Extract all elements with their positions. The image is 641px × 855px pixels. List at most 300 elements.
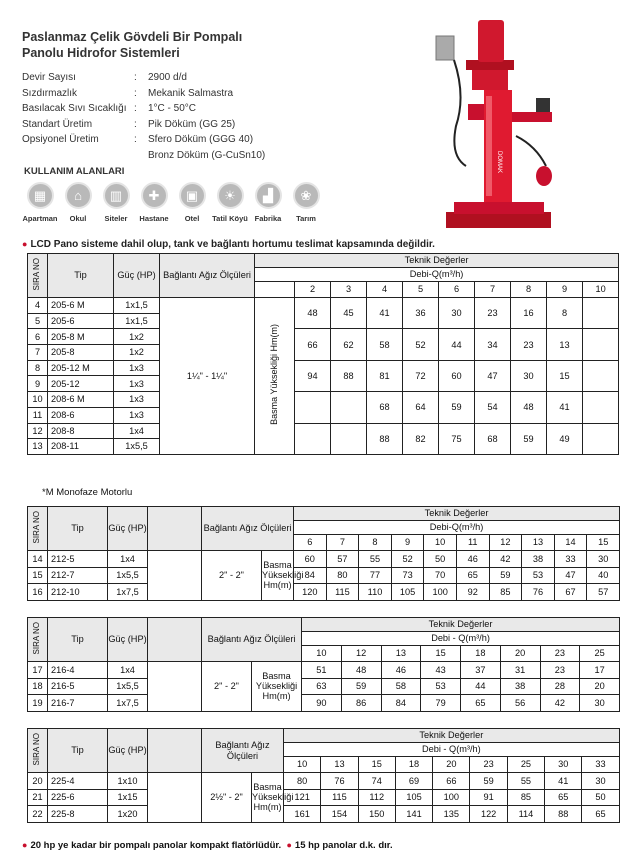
table-row [28,298,619,314]
sira-cell: 15 [28,567,48,584]
head-value-cell: 68 [475,423,511,454]
flow-header: 10 [302,646,342,662]
head-value-cell: 76 [321,773,358,790]
usage-item [98,182,134,223]
head-value-cell: 64 [403,392,439,423]
sira-cell: 10 [28,392,48,408]
head-value-cell: 53 [522,567,555,584]
tip-cell: 205-6 M [48,298,114,314]
table-row [28,584,620,601]
usage-label: Tatil Köyü [212,214,248,223]
sira-cell: 20 [28,773,48,790]
head-value-cell: 20 [580,678,620,695]
head-value-cell: 65 [582,806,619,823]
head-value-cell: 23 [540,662,580,679]
guc-cell: 1x4 [108,662,148,679]
tip-cell: 225-8 [48,806,108,823]
head-value-cell: 94 [295,360,331,391]
head-value-cell: 68 [367,392,403,423]
sira-cell: 5 [28,313,48,329]
tip-cell: 205-6 [48,313,114,329]
flow-header: 10 [284,757,321,773]
head-value-cell: 52 [391,551,424,568]
usage-item [212,182,248,223]
table-row [28,360,619,376]
head-value-cell: 91 [470,789,507,806]
head-value-cell: 60 [294,551,327,568]
usage-icons [22,182,326,223]
head-value-cell: 88 [367,423,403,454]
spec-row [22,117,265,133]
table-row [28,773,620,790]
flow-header: 20 [500,646,540,662]
tip-cell: 205-8 [48,345,114,361]
head-value-cell: 65 [545,789,582,806]
usage-label: Hastane [139,214,169,223]
flow-header: 15 [587,535,620,551]
flow-header: 10 [583,282,619,298]
head-value-cell: 72 [403,360,439,391]
spec-key: Basılacak Sıvı Sıcaklığı [22,103,127,115]
head-value-cell: 15 [547,360,583,391]
tip-cell: 208-11 [48,439,114,455]
guc-cell: 1x3 [114,360,160,376]
sira-cell: 22 [28,806,48,823]
head-value-cell: 114 [507,806,544,823]
table-series-212: SIRA NO Tip Güç (HP) Bağlantı Ağız Ölçüleri Teknik Değerler Debi-Q(m³/h) 6 7 8 9 10 11 12 13 14 15 14 212-5 1x4 2" - 2" Basma Yüksekliği Hm(m) 60 57 55 52 50 46 42 38 33 30 15 212-7 1x5,5 84 80 77 73 70 65 59 53 47 40 16 212-10 1x7,5 120 115 110 105 100 92 85 76 67 57 [27,506,620,601]
table-series-216: SIRA NO Tip Güç (HP) Bağlantı Ağız Ölçüleri Teknik Değerler Debi - Q(m³/h) 10 12 13 15 18 20 23 25 17 216-4 1x4 2" - 2" Basma Yüksekliği Hm(m) 51 48 46 43 37 31 23 17 18 216-5 1x5,5 63 59 58 53 44 38 28 20 19 216-7 1x7,5 90 86 84 79 65 56 42 30 [27,617,620,712]
page-title: Paslanmaz Çelik Gövdeli Bir Pompalı Panolu Hidrofor Sistemleri [22,30,243,60]
head-value-cell: 85 [507,789,544,806]
spec-colon: : [134,103,137,115]
head-value-cell: 41 [367,298,403,329]
head-value-cell: 31 [500,662,540,679]
factory-icon: ▟ [255,182,282,209]
head-value-cell [583,298,619,329]
head-value-cell: 84 [381,695,421,712]
flow-header: 8 [359,535,392,551]
col-guc: Güç (HP) [114,254,160,298]
head-value-cell: 37 [461,662,501,679]
col-baglanti: Bağlantı Ağız Ölçüleri [160,254,255,298]
head-value-cell: 110 [359,584,392,601]
guc-cell: 1x2 [114,329,160,345]
head-value-cell: 44 [461,678,501,695]
head-value-cell: 57 [587,584,620,601]
table-row [28,423,619,439]
table-row [28,551,620,568]
head-value-cell: 38 [522,551,555,568]
flow-header: 15 [358,757,395,773]
head-value-cell: 23 [475,298,511,329]
head-value-cell: 55 [507,773,544,790]
sira-cell: 21 [28,789,48,806]
spec-row [22,148,265,164]
flow-header: 9 [547,282,583,298]
spec-colon: : [134,134,137,146]
head-label-cell: Basma Yüksekliği Hm(m) [252,773,284,823]
connection-cell: 1¼" - 1¼" [160,298,255,455]
head-value-cell: 66 [295,329,331,360]
flow-header: 3 [331,282,367,298]
spec-value: Pik Döküm (GG 25) [148,118,236,130]
head-value-cell: 73 [391,567,424,584]
head-value-cell: 59 [439,392,475,423]
head-value-cell: 66 [433,773,470,790]
usage-item [250,182,286,223]
flow-header: 7 [326,535,359,551]
head-value-cell: 30 [511,360,547,391]
spec-colon: : [134,72,137,83]
apartment-icon: ▦ [27,182,54,209]
table-row [28,567,620,584]
head-value-cell: 105 [391,584,424,601]
head-value-cell: 23 [511,329,547,360]
sira-cell: 9 [28,376,48,392]
guc-cell: 1x1,5 [114,298,160,314]
table-row [28,678,620,695]
sira-cell: 6 [28,329,48,345]
head-value-cell: 50 [582,789,619,806]
head-value-cell: 120 [294,584,327,601]
spec-colon: : [134,87,137,99]
head-value-cell: 84 [294,567,327,584]
flow-header: 25 [507,757,544,773]
tip-cell: 208-8 [48,423,114,439]
guc-cell: 1x2 [114,345,160,361]
head-value-cell: 85 [489,584,522,601]
head-value-cell: 47 [554,567,587,584]
guc-cell: 1x5,5 [114,439,160,455]
usage-heading: KULLANIM ALANLARI [24,166,125,177]
sira-cell: 8 [28,360,48,376]
guc-cell: 1x3 [114,392,160,408]
head-value-cell [583,423,619,454]
head-value-cell: 105 [395,789,432,806]
usage-item [60,182,96,223]
head-value-cell [331,423,367,454]
head-value-cell: 44 [439,329,475,360]
head-value-cell: 88 [545,806,582,823]
sira-cell: 19 [28,695,48,712]
head-value-cell: 161 [284,806,321,823]
spec-value: 1°C - 50°C [148,103,197,115]
head-value-cell [295,392,331,423]
head-value-cell: 86 [341,695,381,712]
head-value-cell: 115 [326,584,359,601]
spec-key: Sızdırmazlık [22,87,78,99]
head-value-cell: 88 [331,360,367,391]
head-value-cell: 36 [403,298,439,329]
head-value-cell: 74 [358,773,395,790]
head-value-cell: 57 [326,551,359,568]
flow-header: 8 [511,282,547,298]
guc-cell: 1x20 [108,806,148,823]
col-tip: Tip [48,254,114,298]
head-value-cell: 51 [302,662,342,679]
spec-row [22,70,265,86]
head-value-cell: 49 [547,423,583,454]
head-value-cell: 41 [545,773,582,790]
pump-image [436,16,576,230]
blank-cell [148,551,202,601]
head-value-cell: 69 [395,773,432,790]
hotel-icon: ▣ [179,182,206,209]
head-value-cell: 58 [381,678,421,695]
head-value-cell: 55 [359,551,392,568]
flow-header: 13 [321,757,358,773]
flow-header: 15 [421,646,461,662]
usage-item [174,182,210,223]
head-value-cell: 13 [547,329,583,360]
spec-value: 2900 d/d [148,72,187,83]
tip-cell: 212-7 [48,567,108,584]
flow-header: 7 [475,282,511,298]
head-value-cell: 135 [433,806,470,823]
usage-label: Tarım [296,214,316,223]
note-text: ● LCD Pano sisteme dahil olup, tank ve bağlantı hortumu teslimat kapsamında değildir. [22,239,435,250]
tip-cell: 225-4 [48,773,108,790]
head-value-cell: 70 [424,567,457,584]
head-value-cell: 112 [358,789,395,806]
pump-brand: DOMAK [496,151,502,174]
guc-cell: 1x1,5 [114,313,160,329]
head-value-cell: 28 [540,678,580,695]
sira-cell: 14 [28,551,48,568]
head-value-cell: 76 [522,584,555,601]
head-value-cell: 42 [489,551,522,568]
spec-key: Opsiyonel Üretim [22,134,99,146]
head-value-cell: 81 [367,360,403,391]
usage-item [288,182,324,223]
head-value-cell: 16 [511,298,547,329]
flow-header: 14 [554,535,587,551]
guc-cell: 1x10 [108,773,148,790]
head-value-cell: 45 [331,298,367,329]
flow-header: 13 [522,535,555,551]
blank-cell [148,662,202,712]
head-value-cell: 40 [587,567,620,584]
head-value-cell: 48 [295,298,331,329]
usage-item [22,182,58,223]
spec-list [22,70,265,164]
flow-header: 6 [294,535,327,551]
head-value-cell: 63 [302,678,342,695]
head-value-cell: 48 [511,392,547,423]
head-value-cell [583,392,619,423]
head-value-cell: 56 [500,695,540,712]
head-value-cell: 154 [321,806,358,823]
head-value-cell: 62 [331,329,367,360]
school-icon: ⌂ [65,182,92,209]
spec-key: Standart Üretim [22,118,93,130]
head-value-cell: 54 [475,392,511,423]
footer-notes: ● 20 hp ye kadar bir pompalı panolar kompakt flatörlüdür. ● 15 hp panolar d.k. dır. [22,840,393,851]
head-value-cell: 141 [395,806,432,823]
guc-cell: 1x4 [114,423,160,439]
head-value-cell: 41 [547,392,583,423]
head-label-cell: Basma Yüksekliği Hm(m) [252,662,302,712]
head-value-cell: 67 [554,584,587,601]
table-row [28,695,620,712]
agriculture-icon: ❀ [293,182,320,209]
mono-note: *M Monofaze Motorlu [42,487,133,498]
flow-header: 9 [391,535,424,551]
spec-row [22,86,265,102]
usage-label: Otel [184,214,200,223]
bullet-icon: ● [286,840,292,850]
head-value-cell: 82 [403,423,439,454]
flow-header: 10 [424,535,457,551]
head-value-cell [583,329,619,360]
head-value-cell [295,423,331,454]
flow-header: 18 [461,646,501,662]
head-value-cell: 60 [439,360,475,391]
head-value-cell: 30 [587,551,620,568]
guc-cell: 1x7,5 [108,584,148,601]
head-value-cell: 58 [367,329,403,360]
head-value-cell: 59 [341,678,381,695]
spec-colon [134,148,148,164]
spec-colon: : [134,118,137,130]
head-value-cell: 48 [341,662,381,679]
blank-cell [148,773,202,823]
head-value-cell: 121 [284,789,321,806]
flow-header: 20 [433,757,470,773]
sira-cell: 4 [28,298,48,314]
usage-label: Siteler [104,214,128,223]
head-value-cell: 50 [424,551,457,568]
head-value-cell: 59 [489,567,522,584]
table-series-205-208 [27,253,619,455]
tip-cell: 205-12 [48,376,114,392]
sira-cell: 7 [28,345,48,361]
flow-header: 12 [489,535,522,551]
sira-cell: 18 [28,678,48,695]
tip-cell: 225-6 [48,789,108,806]
flow-header: 33 [582,757,619,773]
flow-header: 6 [439,282,475,298]
spec-value: Sfero Döküm (GGG 40) [148,134,254,146]
flow-header: 13 [381,646,421,662]
head-value-cell: 17 [580,662,620,679]
head-value-cell: 79 [421,695,461,712]
guc-cell: 1x5,5 [108,678,148,695]
head-value-cell: 59 [511,423,547,454]
head-value-cell: 75 [439,423,475,454]
head-value-cell: 65 [456,567,489,584]
head-value-cell: 52 [403,329,439,360]
blank-cell [255,282,295,298]
spec-value: Bronz Döküm (G-CuSn10) [148,149,266,161]
debi-header: Debi-Q(m³/h) [255,268,619,282]
head-value-cell: 92 [456,584,489,601]
tip-cell: 205-8 M [48,329,114,345]
flow-header: 12 [341,646,381,662]
connection-cell: 2½" - 2" [202,773,252,823]
spec-key [22,148,134,164]
connection-cell: 2" - 2" [202,662,252,712]
head-value-cell: 46 [456,551,489,568]
head-value-cell: 150 [358,806,395,823]
spec-key: Devir Sayısı [22,72,76,83]
sira-cell: 17 [28,662,48,679]
holiday-village-icon: ☀ [217,182,244,209]
head-value-cell: 122 [470,806,507,823]
flow-header: 30 [545,757,582,773]
head-value-cell: 100 [424,584,457,601]
spec-value: Mekanik Salmastra [148,87,234,99]
head-value-cell: 46 [381,662,421,679]
head-value-cell: 115 [321,789,358,806]
guc-cell: 1x4 [108,551,148,568]
table-row [28,329,619,345]
sira-cell: 13 [28,439,48,455]
head-value-cell: 42 [540,695,580,712]
head-value-cell: 47 [475,360,511,391]
usage-label: Okul [69,214,87,223]
head-value-cell: 34 [475,329,511,360]
spec-row [22,132,265,148]
col-sira: SIRA NO [28,254,48,298]
tip-cell: 216-4 [48,662,108,679]
sira-cell: 16 [28,584,48,601]
head-value-cell: 33 [554,551,587,568]
table-row [28,806,620,823]
head-value-cell: 80 [326,567,359,584]
connection-cell: 2" - 2" [202,551,262,601]
tip-cell: 212-5 [48,551,108,568]
head-value-cell: 90 [302,695,342,712]
head-value-cell: 43 [421,662,461,679]
tip-cell: 216-5 [48,678,108,695]
guc-cell: 1x3 [114,407,160,423]
usage-label: Apartman [22,214,58,223]
teknik-header: Teknik Değerler [255,254,619,268]
flow-header: 23 [540,646,580,662]
head-value-cell: 100 [433,789,470,806]
tip-cell: 205-12 M [48,360,114,376]
bullet-icon: ● [22,239,28,249]
head-value-cell: 59 [470,773,507,790]
hospital-icon: ✚ [141,182,168,209]
flow-header: 11 [456,535,489,551]
guc-cell: 1x7,5 [108,695,148,712]
tip-cell: 208-6 M [48,392,114,408]
bullet-icon: ● [22,840,28,850]
usage-item [136,182,172,223]
sira-cell: 12 [28,423,48,439]
spec-row [22,101,265,117]
tip-cell: 216-7 [48,695,108,712]
head-value-cell: 30 [580,695,620,712]
head-value-cell: 65 [461,695,501,712]
head-value-cell [331,392,367,423]
head-label-cell: Basma Yüksekliği Hm(m) [262,551,294,601]
tip-cell: 208-6 [48,407,114,423]
flow-header: 23 [470,757,507,773]
head-value-cell: 53 [421,678,461,695]
table-row [28,662,620,679]
head-value-cell: 77 [359,567,392,584]
usage-label: Fabrika [254,214,282,223]
flow-header: 18 [395,757,432,773]
head-value-cell: 38 [500,678,540,695]
sites-icon: ▥ [103,182,130,209]
tip-cell: 212-10 [48,584,108,601]
flow-header: 25 [580,646,620,662]
head-value-cell: 30 [439,298,475,329]
